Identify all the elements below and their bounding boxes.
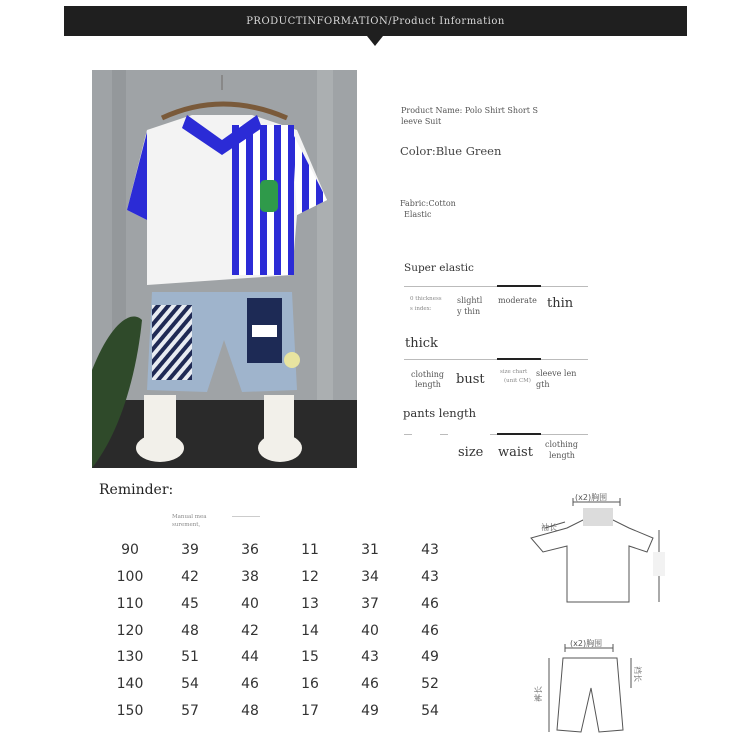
size-table-cell: 15 (301, 649, 319, 665)
size-table-cell: 120 (116, 623, 144, 639)
index-line-2 (404, 359, 588, 360)
size-table-cell: 37 (361, 596, 379, 612)
pants-waist-label: (x2)胸围 (570, 639, 603, 648)
index-marker-3 (497, 433, 541, 435)
size-table-cell: 42 (241, 623, 259, 639)
pants-side-label: 裆长 (633, 666, 642, 682)
size-chart-l2: (unit CM) (504, 378, 531, 384)
pants-length-label: pants length (403, 406, 477, 420)
sleeve-length-l2: gth (536, 380, 550, 389)
size-table-cell: 45 (181, 596, 199, 612)
pants-outline (557, 658, 623, 732)
size-table-cell: 110 (116, 596, 144, 612)
pants-length-label: 裤长 (534, 686, 543, 702)
size-table-cell: 46 (421, 623, 439, 639)
thickness-index-l2: s index: (410, 306, 432, 312)
pants-measure-diagram (535, 640, 650, 740)
waist-label: waist (498, 445, 533, 460)
product-photo (92, 70, 357, 468)
size-table-cell: 49 (421, 649, 439, 665)
size-table-cell: 90 (121, 542, 139, 558)
size-table-cell: 140 (116, 676, 144, 692)
size-table-cell: 12 (301, 569, 319, 585)
clothing-length-l2: length (415, 380, 441, 389)
index-line-3a (404, 434, 412, 435)
size-table-cell: 11 (301, 542, 319, 558)
reminder-note-dash (232, 516, 260, 517)
size-table-cell: 43 (361, 649, 379, 665)
size-table-cell: 39 (181, 542, 199, 558)
super-elastic-label: Super elastic (404, 262, 474, 274)
size-table-cell: 43 (421, 569, 439, 585)
product-photo-illustration (92, 70, 357, 468)
size-table-cell: 130 (116, 649, 144, 665)
clothing-length-l1: clothing (411, 370, 445, 379)
index-line-1 (404, 286, 588, 287)
size-table-cell: 100 (116, 569, 144, 585)
size-label: size (458, 445, 484, 460)
product-color: Color:Blue Green (400, 144, 502, 158)
section-header-title: PRODUCTINFORMATION/Product Information (246, 15, 505, 27)
product-fabric-line2: Elastic (404, 210, 432, 219)
size-table-cell: 17 (301, 703, 319, 719)
size-table-cell: 36 (241, 542, 259, 558)
size-chart-l1: size chart (500, 369, 528, 375)
shirt-sleeve-label: 袖长 (541, 523, 557, 532)
size-table-cell: 54 (421, 703, 439, 719)
size-table-cell: 40 (241, 596, 259, 612)
shirt-chest-label: (x2)胸围 (575, 493, 608, 502)
size-table-cell: 150 (116, 703, 144, 719)
size-table-cell: 42 (181, 569, 199, 585)
size-table-cell: 14 (301, 623, 319, 639)
product-name-line1: Product Name: Polo Shirt Short S (401, 106, 538, 115)
size-table-cell: 16 (301, 676, 319, 692)
size-table-cell: 38 (241, 569, 259, 585)
size-table-cell: 48 (181, 623, 199, 639)
clothing-length2-l2: length (549, 451, 575, 460)
sleeve-length-l1: sleeve len (536, 369, 577, 378)
size-table-cell: 51 (181, 649, 199, 665)
slightly-thin-l2: y thin (457, 307, 481, 316)
index-line-3b (440, 434, 448, 435)
clothing-length2-l1: clothing (545, 440, 579, 449)
size-table-cell: 57 (181, 703, 199, 719)
size-table-cell: 44 (241, 649, 259, 665)
index-marker-1 (497, 285, 541, 287)
size-table-cell: 49 (361, 703, 379, 719)
size-table-cell: 48 (241, 703, 259, 719)
shirt-outline (531, 520, 653, 602)
thickness-index-l1: 0 thickness (410, 296, 442, 302)
product-name-line2: leeve Suit (401, 117, 442, 126)
shirt-measure-diagram (525, 490, 665, 610)
size-table-cell: 13 (301, 596, 319, 612)
header-arrow (367, 36, 383, 46)
index-marker-2 (497, 358, 541, 360)
reminder-note-l1: Manual mea (172, 514, 207, 520)
shirt-blur-patch (583, 508, 613, 526)
product-fabric-line1: Fabric:Cotton (400, 199, 456, 208)
size-table-cell: 46 (421, 596, 439, 612)
reminder-note-l2: surement, (172, 522, 201, 528)
slightly-thin-l1: slightl (457, 296, 483, 305)
shirt-length-patch (653, 552, 665, 576)
size-table-cell: 31 (361, 542, 379, 558)
bust-label: bust (456, 372, 485, 387)
thin-label: thin (547, 296, 574, 311)
reminder-title: Reminder: (99, 482, 174, 498)
size-table-cell: 52 (421, 676, 439, 692)
moderate-label: moderate (498, 296, 537, 305)
size-table-cell: 46 (241, 676, 259, 692)
section-header (64, 6, 687, 36)
size-table-cell: 40 (361, 623, 379, 639)
size-table-cell: 54 (181, 676, 199, 692)
size-table-cell: 34 (361, 569, 379, 585)
thick-label: thick (405, 336, 438, 351)
size-table-cell: 43 (421, 542, 439, 558)
size-table-cell: 46 (361, 676, 379, 692)
